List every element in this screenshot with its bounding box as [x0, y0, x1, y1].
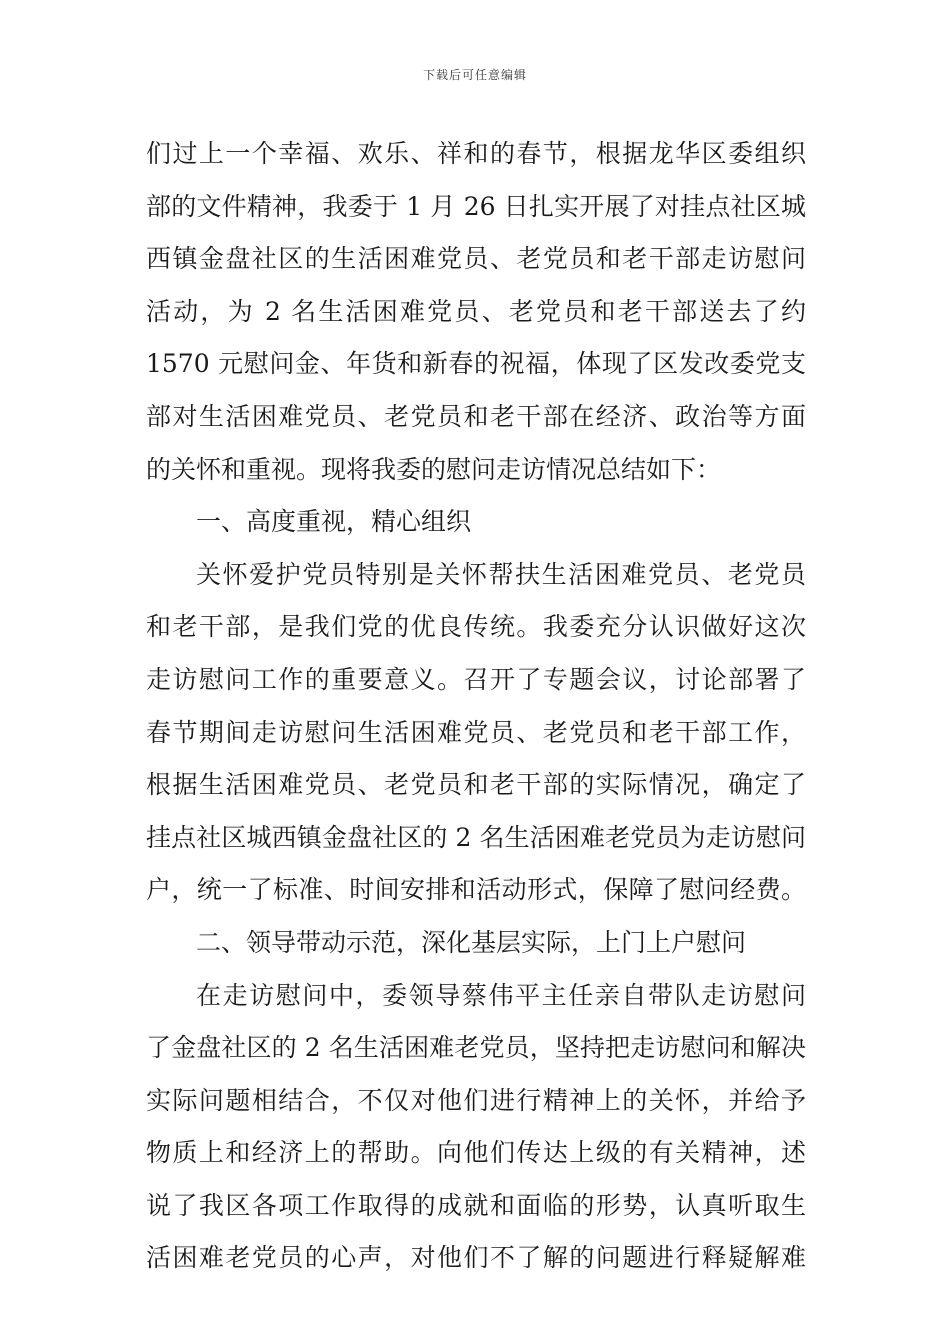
text-line: 说了我区各项工作取得的成就和面临的形势，认真听取生	[146, 1190, 806, 1220]
document-body	[146, 128, 806, 1285]
text-line: 的关怀和重视。现将我委的慰问走访情况总结如下：	[146, 454, 722, 484]
text-line: 一、高度重视，精心组织	[196, 507, 472, 537]
text-line: 关怀爱护党员特别是关怀帮扶生活困难党员、老党员	[196, 559, 806, 589]
text-line: 和老干部，是我们党的优良传统。我委充分认识做好这次	[146, 612, 806, 642]
text-line: 在走访慰问中，委领导蔡伟平主任亲自带队走访慰问	[196, 980, 806, 1010]
text-line: 挂点社区城西镇金盘社区的 2 名生活困难老党员为走访慰问	[146, 822, 806, 852]
text-line: 二、领导带动示范，深化基层实际，上门上户慰问	[196, 927, 747, 957]
text-line: 部对生活困难党员、老党员和老干部在经济、政治等方面	[146, 401, 806, 431]
text-line: 们过上一个幸福、欢乐、祥和的春节，根据龙华区委组织	[146, 139, 806, 168]
text-line: 根据生活困难党员、老党员和老干部的实际情况，确定了	[146, 770, 806, 800]
text-line: 物质上和经济上的帮助。向他们传达上级的有关精神，述	[146, 1138, 806, 1168]
text-line: 活困难老党员的心声，对他们不了解的问题进行释疑解难	[146, 1243, 806, 1273]
text-line: 户，统一了标准、时间安排和活动形式，保障了慰问经费。	[146, 875, 806, 905]
text-line: 春节期间走访慰问生活困难党员、老党员和老干部工作，	[146, 717, 806, 747]
text-line: 西镇金盘社区的生活困难党员、老党员和老干部走访慰问	[146, 244, 806, 274]
text-line: 实际问题相结合，不仅对他们进行精神上的关怀，并给予	[146, 1085, 806, 1115]
text-line: 活动，为 2 名生活困难党员、老党员和老干部送去了约	[146, 296, 806, 326]
text-line: 部的文件精神，我委于 1 月 26 日扎实开展了对挂点社区城	[146, 191, 806, 221]
text-line: 1570 元慰问金、年货和新春的祝福，体现了区发改委党支	[146, 349, 806, 379]
text-line: 走访慰问工作的重要意义。召开了专题会议，讨论部署了	[146, 664, 806, 694]
text-line: 了金盘社区的 2 名生活困难老党员，坚持把走访慰问和解决	[146, 1033, 806, 1063]
page-header: 下载后可任意编辑	[422, 68, 527, 82]
